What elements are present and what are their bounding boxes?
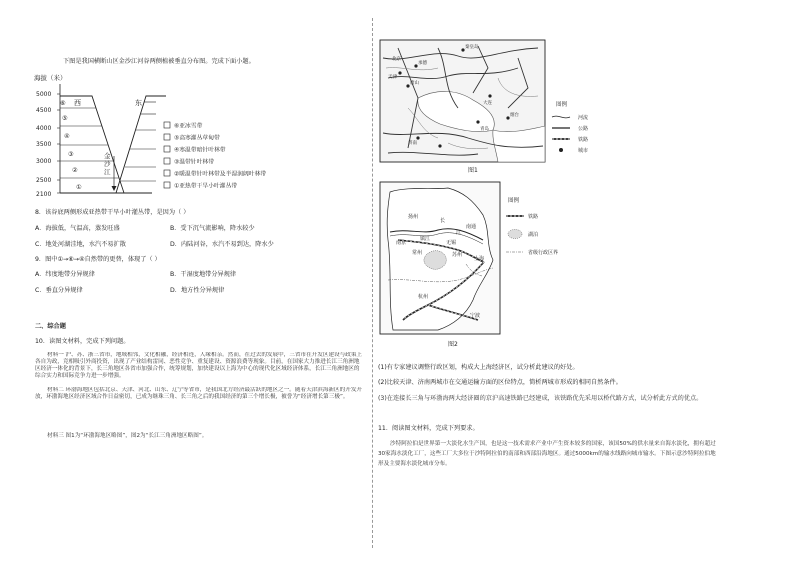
city-label: 苏州	[452, 252, 463, 258]
y-tick: 3500	[36, 141, 52, 148]
q10-1: (1)有专家建议调整行政区划，构成大上海经济区，试分析此建议的好处。	[378, 364, 579, 371]
city-label: 秦皇岛	[465, 45, 479, 50]
city-label: 上海	[474, 256, 485, 262]
river-label: 金沙江	[104, 152, 111, 176]
y-tick: 5000	[36, 91, 52, 98]
q9-option-c[interactable]: C．垂直分异规律	[35, 287, 83, 294]
legend-item: ①亚热带干旱小叶灌丛带	[174, 183, 238, 190]
q9-stem: 9．图中①→⑥→④自然带的更替，体现了（ ）	[35, 256, 161, 263]
city-label: 烟台	[510, 113, 519, 118]
map2-legend-title: 图例	[508, 198, 520, 204]
q8-option-c[interactable]: C．地处河湖洼地，水汽不易扩散	[35, 241, 126, 248]
city-label: 北京	[392, 57, 401, 62]
east-label: 东	[135, 99, 142, 107]
west-label: 西	[74, 99, 81, 107]
legend-item: 省级行政区界	[528, 250, 559, 256]
y-tick: 4500	[36, 107, 52, 114]
city-label: 宁波	[470, 313, 481, 319]
city-label: 镇江	[420, 236, 431, 242]
legend-item: 湖泊	[528, 232, 539, 238]
zone-number: ④	[64, 133, 70, 140]
city-label: 承德	[418, 61, 427, 66]
legend-item: 公路	[578, 126, 589, 132]
q9-option-b[interactable]: B．干湿度地带分异规律	[170, 271, 237, 278]
zone-number: ①	[76, 184, 82, 191]
map1-caption: 图1	[468, 167, 478, 173]
city-label: 济南	[408, 141, 417, 146]
legend-item: 铁路	[578, 137, 589, 143]
figure-legend	[164, 122, 266, 190]
intro-text: 下图是我国横断山区金沙江河谷两侧植被垂直分布图。完成下面小题。	[63, 58, 255, 65]
city-label: 唐山	[410, 81, 419, 86]
city-label: 常州	[412, 250, 423, 256]
map-2-yangtze-delta	[378, 180, 608, 350]
zone-number: ②	[72, 167, 78, 174]
y-tick: 2100	[36, 191, 52, 198]
section-heading: 二、综合题	[35, 323, 66, 330]
city-label: 长	[440, 218, 446, 224]
q10-3: (3)在连接长三角与环渤海两大经济圈的京沪高速铁路已经建成，该铁路优先采用以桥代路方式，试分析此方式的优点。	[378, 395, 703, 402]
material-1: 材料一 沪、苏、浙三省市，地域相邻，文化相融，经济相连，人缘相亲。然而，在过去的发展中，三省市在开发区建设与政策上各自为政，竞相吸引外商投资，出现了产业结构雷同、恶性竞争、重复建设、资源浪费等现象。目前，在国家大力推进长江三角洲地区经济一体化的背景下，长三角地区各省市加强合作，统筹规划，加快建设以上海为中心的现代化区域经济体系，长江三角洲地区的综合实力和国际竞争力进一步增强。	[35, 352, 363, 379]
map2-caption: 图2	[448, 341, 458, 348]
city-label: 江	[456, 230, 462, 236]
legend-item: ③温带针叶林带	[174, 159, 214, 166]
q10-stem: 10．读图文材料，完成下列问题。	[35, 338, 130, 345]
q9-option-a[interactable]: A．纬度地带分异规律	[35, 271, 95, 278]
q8-option-a[interactable]: A．海拔低，气温高，蒸发旺盛	[35, 225, 120, 232]
q11-material: 沙特阿拉伯是世界第一大淡化水生产国，也是这一技术需求产业中产生资本较多的国家，该国50%的供水量来自海水淡化，拥有超过30家海水淡化工厂，这些工厂大多位于沙特阿拉伯的南部和西部沿海地区。通过5000km的输水线路向城市输水。下图示意沙特阿拉伯地形及主要海水淡化城市分布。	[378, 441, 716, 467]
q11-stem: 11．阅读图文材料，完成下列要求。	[378, 425, 479, 432]
legend-item: 城市	[578, 148, 589, 154]
map1-legend-title: 图例	[556, 102, 568, 108]
zone-number: ③	[68, 151, 74, 158]
material-3: 材料三 图1为“环渤海地区略图”，图2为“长江三角洲地区略图”。	[47, 433, 208, 439]
city-label: 扬州	[408, 214, 419, 220]
city-label: 大连	[483, 101, 492, 106]
q8-stem: 8．该谷底两侧形成亚热带干旱小叶灌丛带，是因为（ ）	[35, 209, 190, 216]
city-label: 南京	[396, 240, 407, 246]
legend-item: ⑤高寒灌丛草甸带	[174, 135, 220, 142]
vegetation-zone-figure	[32, 72, 362, 202]
city-label: 青岛	[480, 127, 489, 132]
zone-number: ⑤	[62, 115, 68, 122]
material-2: 材料二 环渤海地区包括北京、天津、河北、山东、辽宁等省市，是我国北方经济最活跃的地区之一。随着天津滨海新区的开发开放，环渤海地区经济区域合作日益密切，已成为继珠三角、长三角之后的我国经济的第三个增长极，被誉为“经济增长第三极”。	[35, 387, 363, 400]
legend-item: ④寒温带暗针叶林带	[174, 147, 226, 154]
column-divider	[372, 18, 373, 548]
q8-option-d[interactable]: D．内陆河谷，水汽不易到达，降水少	[170, 241, 274, 248]
y-axis-label: 海拔（米）	[34, 74, 67, 82]
q9-option-d[interactable]: D．地方性分异规律	[170, 287, 225, 294]
q8-option-b[interactable]: B．受下沉气流影响，降水较少	[170, 225, 255, 232]
legend-item: ⑥亚冰雪带	[174, 123, 203, 130]
legend-item: 河流	[578, 115, 589, 121]
y-tick: 4000	[36, 125, 52, 132]
city-label: 天津	[388, 75, 397, 80]
map-1-bohai	[378, 38, 608, 173]
city-label: 杭州	[418, 294, 429, 300]
legend-item: 铁路	[528, 214, 539, 220]
y-tick: 2500	[36, 177, 52, 184]
y-tick: 3000	[36, 158, 52, 165]
zone-number: ⑥	[60, 100, 66, 107]
city-label: 无锡	[446, 240, 457, 246]
q10-2: (2)比较天津、济南两城市在交通运输方面的区位特点，简析两城市形成的相同自然条件。	[378, 379, 622, 386]
city-label: 南通	[466, 224, 477, 230]
legend-item: ②暖温带针叶林带及半湿润阔叶林带	[174, 171, 267, 178]
